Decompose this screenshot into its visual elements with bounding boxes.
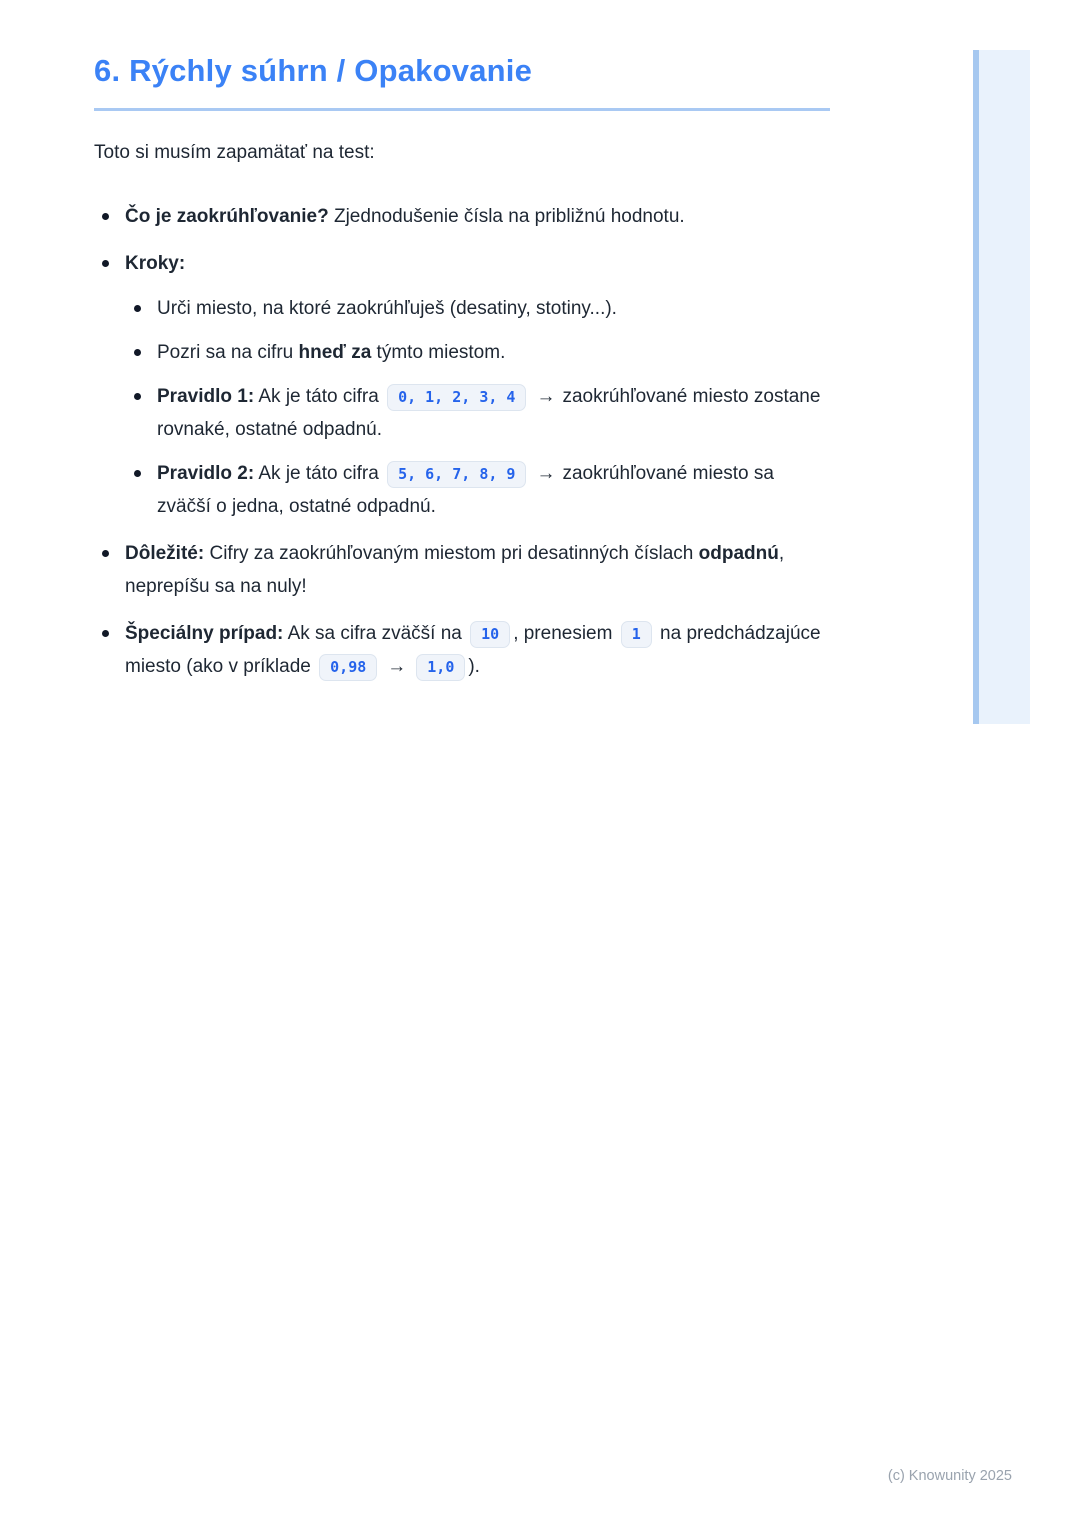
rule-lead: Pravidlo 1: [157, 385, 255, 407]
arrow-icon: → [536, 462, 556, 484]
document-content [94, 52, 830, 697]
item-text: Zjednodušenie čísla na približnú hodnotu. [328, 205, 685, 227]
steps-sublist [125, 292, 830, 523]
item-text: , prenesiem [513, 622, 618, 644]
digits-chip: 5, 6, 7, 8, 9 [387, 461, 526, 489]
step-item [125, 292, 830, 325]
summary-list [94, 200, 830, 683]
number-chip: 1 [621, 621, 652, 649]
step-text: týmto miestom. [371, 341, 506, 363]
step-text: Ak je táto cifra [254, 462, 385, 484]
step-text: zaokrúhľované miesto sa zväčší o jedna, ostatné odpadnú. [157, 462, 774, 517]
step-text: Ak je táto cifra [254, 385, 385, 407]
item-text: ). [468, 655, 480, 677]
item-text: Cifry za zaokrúhľovaným miestom pri desatinných číslach [204, 542, 699, 564]
item-text: , neprepíšu sa na nuly! [125, 542, 785, 597]
step-text: Urči miesto, na ktoré zaokrúhľuješ (desatiny, stotiny...). [157, 297, 617, 319]
step-text: Pozri sa na cifru [157, 341, 299, 363]
step-item-rule-2 [125, 457, 830, 523]
page-title: 6. Rýchly súhrn / Opakovanie [94, 52, 830, 111]
item-text: na predchádzajúce miesto (ako v príklade [125, 622, 821, 677]
item-text: Ak sa cifra zväčší na [283, 622, 468, 644]
item-lead: Čo je zaokrúhľovanie? [125, 205, 329, 227]
item-lead: Špeciálny prípad: [125, 622, 284, 644]
number-chip: 10 [470, 621, 510, 649]
step-item-rule-1 [125, 380, 830, 446]
item-lead: Dôležité: [125, 542, 205, 564]
list-item-important [94, 537, 830, 603]
page-edge-strip [979, 50, 1030, 724]
step-bold: hneď za [298, 341, 372, 363]
arrow-icon: → [387, 655, 407, 677]
step-text: zaokrúhľované miesto zostane rovnaké, ostatné odpadnú. [157, 385, 821, 440]
step-item [125, 336, 830, 369]
item-lead: Kroky: [125, 252, 186, 274]
list-item-steps [94, 247, 830, 523]
list-item-special-case [94, 617, 830, 683]
intro-text: Toto si musím zapamätať na test: [94, 142, 375, 163]
digits-chip: 0, 1, 2, 3, 4 [387, 384, 526, 412]
number-chip: 1,0 [416, 654, 465, 682]
number-chip: 0,98 [319, 654, 377, 682]
copyright-text: (c) Knowunity 2025 [887, 1468, 1012, 1484]
rule-lead: Pravidlo 2: [157, 462, 255, 484]
item-bold: odpadnú [698, 542, 779, 564]
list-item-definition [94, 200, 830, 233]
arrow-icon: → [536, 385, 556, 407]
